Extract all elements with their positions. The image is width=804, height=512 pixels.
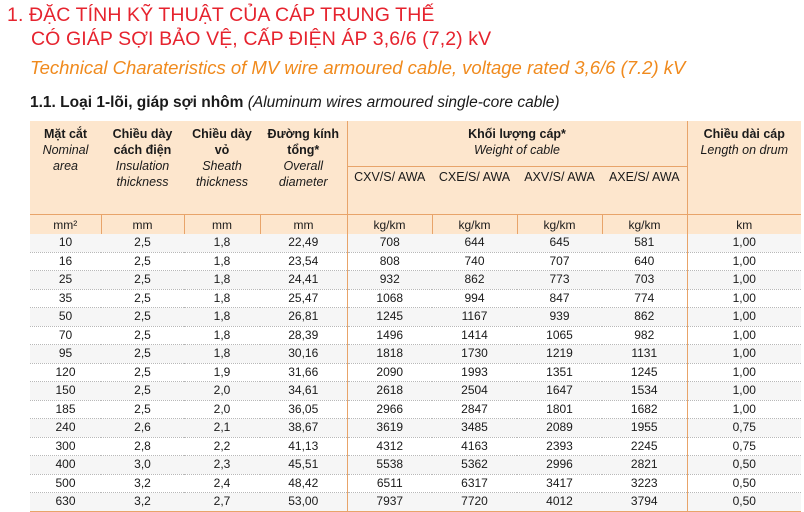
unit-cell: kg/km [432, 215, 517, 235]
table-cell: 862 [602, 308, 687, 327]
table-cell: 2090 [347, 363, 432, 382]
table-cell: 25,47 [260, 289, 347, 308]
table-cell: 31,66 [260, 363, 347, 382]
table-cell: 4312 [347, 437, 432, 456]
unit-cell: kg/km [602, 215, 687, 235]
section-title-line-1: 1. ĐẶC TÍNH KỸ THUẬT CỦA CÁP TRUNG THẾ [7, 4, 435, 26]
table-cell: 2,5 [101, 289, 184, 308]
table-cell: 1,8 [184, 234, 260, 252]
table-cell: 400 [30, 456, 101, 475]
table-cell: 1,8 [184, 252, 260, 271]
table-cell: 7720 [432, 493, 517, 512]
table-cell: 808 [347, 252, 432, 271]
table-cell: 932 [347, 271, 432, 290]
table-cell: 48,42 [260, 474, 347, 493]
table-cell: 2,5 [101, 382, 184, 401]
table-cell: 2847 [432, 400, 517, 419]
table-cell: 2393 [517, 437, 602, 456]
table-cell: 2966 [347, 400, 432, 419]
table-cell: 0,50 [687, 474, 801, 493]
table-row [30, 363, 801, 382]
table-cell: 3,2 [101, 474, 184, 493]
table-cell: 1245 [602, 363, 687, 382]
table-cell: 1955 [602, 419, 687, 438]
col-header-area: Mặt cắt Nominal area [30, 121, 101, 215]
table-cell: 707 [517, 252, 602, 271]
table-row [30, 326, 801, 345]
unit-cell: mm [184, 215, 260, 235]
table-cell: 581 [602, 234, 687, 252]
unit-cell: mm² [30, 215, 101, 235]
col-header-axe: AXE/S/ AWA [602, 167, 687, 215]
col-header-axv: AXV/S/ AWA [517, 167, 602, 215]
table-row [30, 252, 801, 271]
table-cell: 703 [602, 271, 687, 290]
table-cell: 2,1 [184, 419, 260, 438]
table-cell: 2,5 [101, 326, 184, 345]
table-cell: 2,5 [101, 271, 184, 290]
table-cell: 1219 [517, 345, 602, 364]
table-cell: 640 [602, 252, 687, 271]
table-cell: 1,00 [687, 271, 801, 290]
table-cell: 4012 [517, 493, 602, 512]
table-cell: 0,75 [687, 437, 801, 456]
table-cell: 185 [30, 400, 101, 419]
table-cell: 644 [432, 234, 517, 252]
table-cell: 1,00 [687, 326, 801, 345]
table-cell: 3417 [517, 474, 602, 493]
table-cell: 994 [432, 289, 517, 308]
table-cell: 3619 [347, 419, 432, 438]
table-cell: 939 [517, 308, 602, 327]
table-cell: 3,0 [101, 456, 184, 475]
table-cell: 95 [30, 345, 101, 364]
table-cell: 1647 [517, 382, 602, 401]
table-cell: 2996 [517, 456, 602, 475]
table-row [30, 419, 801, 438]
table-cell: 4163 [432, 437, 517, 456]
table-cell: 30,16 [260, 345, 347, 364]
table-cell: 5362 [432, 456, 517, 475]
col-header-weight: Khối lượng cáp* Weight of cable [347, 121, 687, 167]
table-cell: 1351 [517, 363, 602, 382]
table-cell: 0,75 [687, 419, 801, 438]
table-cell: 1,00 [687, 234, 801, 252]
table-cell: 1,00 [687, 345, 801, 364]
table-cell: 41,13 [260, 437, 347, 456]
table-cell: 120 [30, 363, 101, 382]
table-cell: 1,8 [184, 345, 260, 364]
table-cell: 708 [347, 234, 432, 252]
table-cell: 10 [30, 234, 101, 252]
table-row [30, 271, 801, 290]
unit-cell: kg/km [347, 215, 432, 235]
table-cell: 1,00 [687, 400, 801, 419]
table-cell: 45,51 [260, 456, 347, 475]
table-cell: 2,5 [101, 234, 184, 252]
table-cell: 7937 [347, 493, 432, 512]
table-cell: 240 [30, 419, 101, 438]
unit-cell: kg/km [517, 215, 602, 235]
table-cell: 2504 [432, 382, 517, 401]
subsection-title [30, 93, 560, 113]
table-cell: 2,0 [184, 382, 260, 401]
table-row [30, 234, 801, 252]
table-cell: 1,00 [687, 252, 801, 271]
table-cell: 26,81 [260, 308, 347, 327]
table-cell: 1,00 [687, 382, 801, 401]
col-header-sheath: Chiều dày vỏ Sheath thickness [184, 121, 260, 215]
table-cell: 0,50 [687, 456, 801, 475]
table-cell: 2,8 [101, 437, 184, 456]
col-header-cxv: CXV/S/ AWA [347, 167, 432, 215]
table-cell: 1065 [517, 326, 602, 345]
table-cell: 2,6 [101, 419, 184, 438]
subsection-title-italic: (Aluminum wires armoured single-core cable) [247, 94, 560, 111]
table-cell: 3485 [432, 419, 517, 438]
table-cell: 774 [602, 289, 687, 308]
section-title-line-2: CÓ GIÁP SỢI BẢO VỆ, CẤP ĐIỆN ÁP 3,6/6 (7,2) kV [31, 28, 492, 50]
table-row [30, 345, 801, 364]
table-cell: 25 [30, 271, 101, 290]
table-row [30, 474, 801, 493]
table-cell: 2,5 [101, 363, 184, 382]
section-title-english: Technical Charateristics of MV wire armoured cable, voltage rated 3,6/6 (7.2) kV [30, 57, 686, 78]
table-cell: 53,00 [260, 493, 347, 512]
table-cell: 0,50 [687, 493, 801, 512]
table-row [30, 382, 801, 401]
subsection-title-bold: 1.1. Loại 1-lõi, giáp sợi nhôm [30, 94, 244, 111]
table-cell: 1,00 [687, 308, 801, 327]
table-cell: 150 [30, 382, 101, 401]
table-cell: 1,8 [184, 308, 260, 327]
table-cell: 1068 [347, 289, 432, 308]
table-cell: 3794 [602, 493, 687, 512]
table-cell: 6317 [432, 474, 517, 493]
table-cell: 1,8 [184, 271, 260, 290]
table-row [30, 437, 801, 456]
table-cell: 1818 [347, 345, 432, 364]
table-cell: 28,39 [260, 326, 347, 345]
table-cell: 2,0 [184, 400, 260, 419]
table-cell: 24,41 [260, 271, 347, 290]
unit-cell: mm [101, 215, 184, 235]
table-cell: 1245 [347, 308, 432, 327]
table-cell: 2821 [602, 456, 687, 475]
table-cell: 2245 [602, 437, 687, 456]
unit-cell: km [687, 215, 801, 235]
table-row [30, 308, 801, 327]
col-header-cxe: CXE/S/ AWA [432, 167, 517, 215]
table-cell: 5538 [347, 456, 432, 475]
table-cell: 3223 [602, 474, 687, 493]
table-cell: 1534 [602, 382, 687, 401]
table-cell: 1167 [432, 308, 517, 327]
table-row [30, 400, 801, 419]
table-cell: 16 [30, 252, 101, 271]
table-cell: 1,8 [184, 289, 260, 308]
table-cell: 630 [30, 493, 101, 512]
table-cell: 2,2 [184, 437, 260, 456]
table-row [30, 456, 801, 475]
table-cell: 38,67 [260, 419, 347, 438]
table-cell: 2,5 [101, 252, 184, 271]
table-cell: 1496 [347, 326, 432, 345]
table-cell: 862 [432, 271, 517, 290]
col-header-insulation: Chiều dày cách điện Insulation thickness [101, 121, 184, 215]
table-cell: 35 [30, 289, 101, 308]
table-cell: 1,00 [687, 363, 801, 382]
units-row [30, 215, 801, 235]
table-cell: 1801 [517, 400, 602, 419]
table-cell: 3,2 [101, 493, 184, 512]
table-row [30, 493, 801, 512]
table-cell: 1993 [432, 363, 517, 382]
table-row [30, 289, 801, 308]
cable-spec-table [30, 121, 801, 512]
table-cell: 740 [432, 252, 517, 271]
table-cell: 70 [30, 326, 101, 345]
col-header-length: Chiều dài cáp Length on drum [687, 121, 801, 215]
unit-cell: mm [260, 215, 347, 235]
table-cell: 300 [30, 437, 101, 456]
section-title [7, 3, 491, 51]
table-cell: 645 [517, 234, 602, 252]
table-cell: 982 [602, 326, 687, 345]
table-cell: 1730 [432, 345, 517, 364]
table-cell: 1,00 [687, 289, 801, 308]
table-cell: 2089 [517, 419, 602, 438]
table-cell: 2,4 [184, 474, 260, 493]
table-cell: 1131 [602, 345, 687, 364]
table-cell: 2,7 [184, 493, 260, 512]
table-cell: 2,3 [184, 456, 260, 475]
table-cell: 500 [30, 474, 101, 493]
table-cell: 847 [517, 289, 602, 308]
table-cell: 2,5 [101, 345, 184, 364]
table-cell: 23,54 [260, 252, 347, 271]
table-cell: 1414 [432, 326, 517, 345]
table-cell: 36,05 [260, 400, 347, 419]
table-cell: 2618 [347, 382, 432, 401]
table-cell: 1,8 [184, 326, 260, 345]
table-cell: 1682 [602, 400, 687, 419]
table-cell: 1,9 [184, 363, 260, 382]
table-cell: 2,5 [101, 400, 184, 419]
table-cell: 50 [30, 308, 101, 327]
table-cell: 22,49 [260, 234, 347, 252]
table-cell: 773 [517, 271, 602, 290]
table-cell: 6511 [347, 474, 432, 493]
col-header-diameter: Đường kính tổng* Overall diameter [260, 121, 347, 215]
table-cell: 2,5 [101, 308, 184, 327]
table-cell: 34,61 [260, 382, 347, 401]
